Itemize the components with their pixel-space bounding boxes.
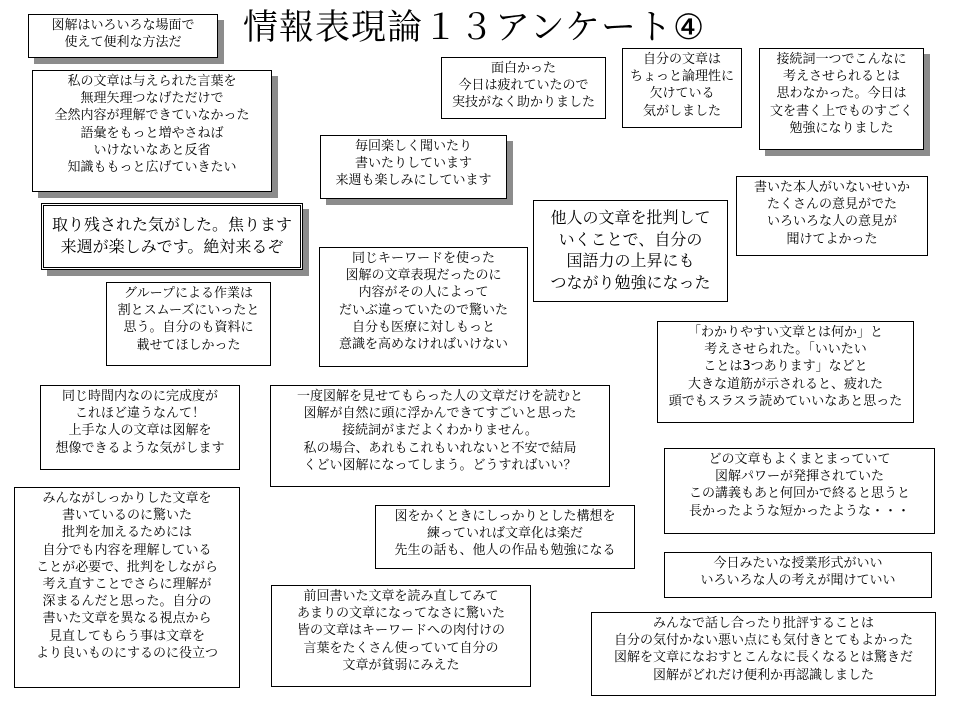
- comment-line: 他人の文章を批判して: [550, 208, 711, 227]
- comment-line: みんながしっかりした文章を: [42, 491, 212, 506]
- comment-line: 同じ時間内なのに完成度が: [61, 389, 218, 404]
- comment-line: 図解がどれだけ便利か再認識しました: [652, 667, 874, 683]
- comment-line: 考えさせられた。「いいたい: [704, 342, 867, 358]
- comment-box: [664, 552, 932, 598]
- comment-box: [270, 385, 610, 487]
- comment-line: 図解はいろいろな場面で: [51, 18, 195, 33]
- comment-box: [533, 200, 728, 302]
- comment-line: 言葉をたくさん使っていて自分の: [303, 640, 499, 656]
- comment-line: 今日みたいな授業形式がいい: [713, 556, 883, 571]
- comment-box: [664, 448, 935, 534]
- comment-line: 想像できるような気がします: [55, 440, 225, 456]
- comment-line: 頭でもスラスラ読めていいなあと思った: [668, 393, 903, 409]
- comment-line: みんなで話し合ったり批評することは: [652, 616, 874, 631]
- comment-line: 思う。自分のも資料に: [123, 320, 254, 336]
- comment-box: [41, 203, 303, 270]
- comment-line: たくさんの意見がでた: [766, 197, 897, 213]
- comment-line: 私の文章は与えられた言葉を: [67, 74, 237, 89]
- comment-line: これほど違うなんて！: [74, 406, 205, 422]
- comment-line: 国語力の上昇にも: [566, 251, 695, 270]
- comment-box: [759, 48, 924, 150]
- comment-line: 一度図解を見せてもらった人の文章だけを読むと: [296, 389, 583, 404]
- comment-line: 自分でも内容を理解している: [42, 542, 212, 558]
- comment-box: [28, 14, 218, 58]
- comment-line: 無理矢理つなげただけで: [80, 91, 224, 107]
- comment-line: この講義もあと何回かで終ると思うと: [688, 486, 910, 502]
- comment-line: 勉強になりました: [789, 120, 894, 136]
- comment-line: 私の場合、あれもこれもいれないと不安で結局: [303, 440, 577, 456]
- comment-box: [320, 135, 507, 199]
- page-title: 情報表現論１３アンケート④: [243, 8, 706, 48]
- comment-line: より良いものにするのに役立つ: [35, 645, 218, 661]
- comment-line: 使えて便利な方法だ: [64, 35, 182, 51]
- comment-line: 前回書いた文章を読み直してみて: [303, 589, 499, 604]
- comment-line: 大きな道筋が示されると、疲れた: [687, 376, 883, 392]
- comment-line: ことが必要で、批判をしながら: [36, 559, 218, 575]
- comment-line: 同じキーワードを使った: [351, 251, 495, 266]
- comment-line: 図解パワーが発揮されていた: [714, 469, 884, 485]
- comment-line: 深まるんだと思った。自分の: [42, 594, 212, 610]
- comment-line: いろいろな人の考えが聞けていい: [700, 573, 896, 589]
- comment-line: 書いたりしています: [354, 156, 472, 172]
- comment-line: 聞けてよかった: [786, 231, 878, 247]
- comment-line: 気がしました: [642, 103, 721, 119]
- comment-line: 内容がその人によって: [358, 285, 489, 301]
- comment-line: 長かったような短かったような・・・: [688, 503, 910, 519]
- comment-box: [319, 247, 528, 367]
- comment-line: 皆の文章はキーワードへの肉付けの: [296, 623, 505, 639]
- comment-line: 図をかくときにしっかりとした構想を: [394, 509, 616, 524]
- comment-line: 図解が自然に頭に浮かんできてすごいと思った: [303, 406, 577, 422]
- comment-line: 図解を文章になおすとこんなに長くなるとは驚きだ: [613, 650, 913, 666]
- comment-line: 全然内容が理解できていなかった: [54, 108, 250, 124]
- comment-box: [441, 57, 606, 119]
- comment-line: 文を書く上でものすごく: [769, 103, 913, 119]
- comment-line: 書いた文章を異なる視点から: [42, 611, 212, 627]
- comment-line: 書いた本人がいないせいか: [753, 180, 910, 195]
- comment-box: [622, 48, 742, 128]
- comment-box: [40, 385, 240, 470]
- comment-line: 文章が貧弱にみえた: [342, 657, 460, 673]
- comment-line: 「わかりやすい文章とは何か」と: [687, 325, 883, 340]
- comment-line: グループによる作業は: [124, 286, 253, 301]
- comment-line: 欠けている: [649, 86, 715, 102]
- comment-line: ちょっと論理性に: [629, 69, 734, 85]
- comment-box: [657, 321, 914, 423]
- comment-line: 載せてほしかった: [136, 337, 241, 353]
- comment-line: 知識ももっと広げていきたい: [67, 160, 237, 176]
- comment-line: いくことで、自分の: [558, 229, 703, 249]
- comment-line: 来週も楽しみにしています: [335, 173, 492, 189]
- comment-line: 今日は疲れていたので: [458, 78, 589, 94]
- comment-line: 意識を高めなければいけない: [338, 337, 508, 353]
- comment-line: いけないなあと反省: [93, 142, 211, 158]
- comment-box: [271, 585, 531, 687]
- comment-line: くどい図解になってしまう。どうすればいい？: [303, 457, 577, 473]
- comment-box: [375, 505, 635, 569]
- comment-line: 練っていれば文章化は楽だ: [426, 526, 583, 542]
- comment-line: 先生の話も、他人の作品も勉強になる: [394, 543, 616, 559]
- comment-line: 書いているのに驚いた: [61, 508, 192, 524]
- comment-line: 来週が楽しみです。絶対来るぞ: [60, 236, 284, 256]
- comment-line: 割とスムーズにいったと: [117, 303, 260, 319]
- comment-line: 図解の文章表現だったのに: [345, 268, 502, 284]
- comment-line: 自分の気付かない悪い点にも気付きとてもよかった: [613, 633, 913, 649]
- comment-line: どの文章もよくまとまっていて: [708, 452, 891, 467]
- comment-line: 批判を加えるためには: [61, 525, 192, 541]
- comment-line: あまりの文章になってなさに驚いた: [296, 606, 505, 622]
- comment-line: 自分も医療に対しもっと: [351, 319, 495, 335]
- comment-line: だいぶ違っていたので驚いた: [338, 302, 508, 318]
- comment-line: 見直してもらう事は文章を: [48, 628, 205, 644]
- comment-line: 接続詞がまだよくわかりません。: [342, 423, 538, 439]
- comment-box: [591, 612, 936, 696]
- comment-line: 思わなかった。今日は: [776, 86, 907, 102]
- comment-line: 実技がなく助かりました: [451, 95, 595, 111]
- comment-line: 自分の文章は: [642, 52, 721, 67]
- comment-line: 毎回楽しく聞いたり: [354, 139, 472, 154]
- comment-line: 語彙をもっと増やさねば: [80, 125, 224, 141]
- comment-line: 取り残された気がした。焦ります: [51, 215, 292, 234]
- comment-line: 考え直すことでさらに理解が: [42, 577, 212, 593]
- comment-box: [106, 282, 271, 366]
- comment-line: 接続詞一つでこんなに: [776, 52, 907, 67]
- comment-box: [736, 176, 928, 256]
- comment-line: ことは3つあります」などと: [703, 359, 868, 375]
- comment-line: 上手な人の文章は図解を: [68, 423, 212, 439]
- comment-line: つながり勉強になった: [550, 272, 711, 292]
- comment-line: いろいろな人の意見が: [766, 214, 897, 230]
- comment-line: 面白かった: [490, 61, 556, 76]
- comment-line: 考えさせられるとは: [782, 69, 900, 85]
- comment-box: [14, 487, 240, 688]
- comment-box: [32, 70, 272, 192]
